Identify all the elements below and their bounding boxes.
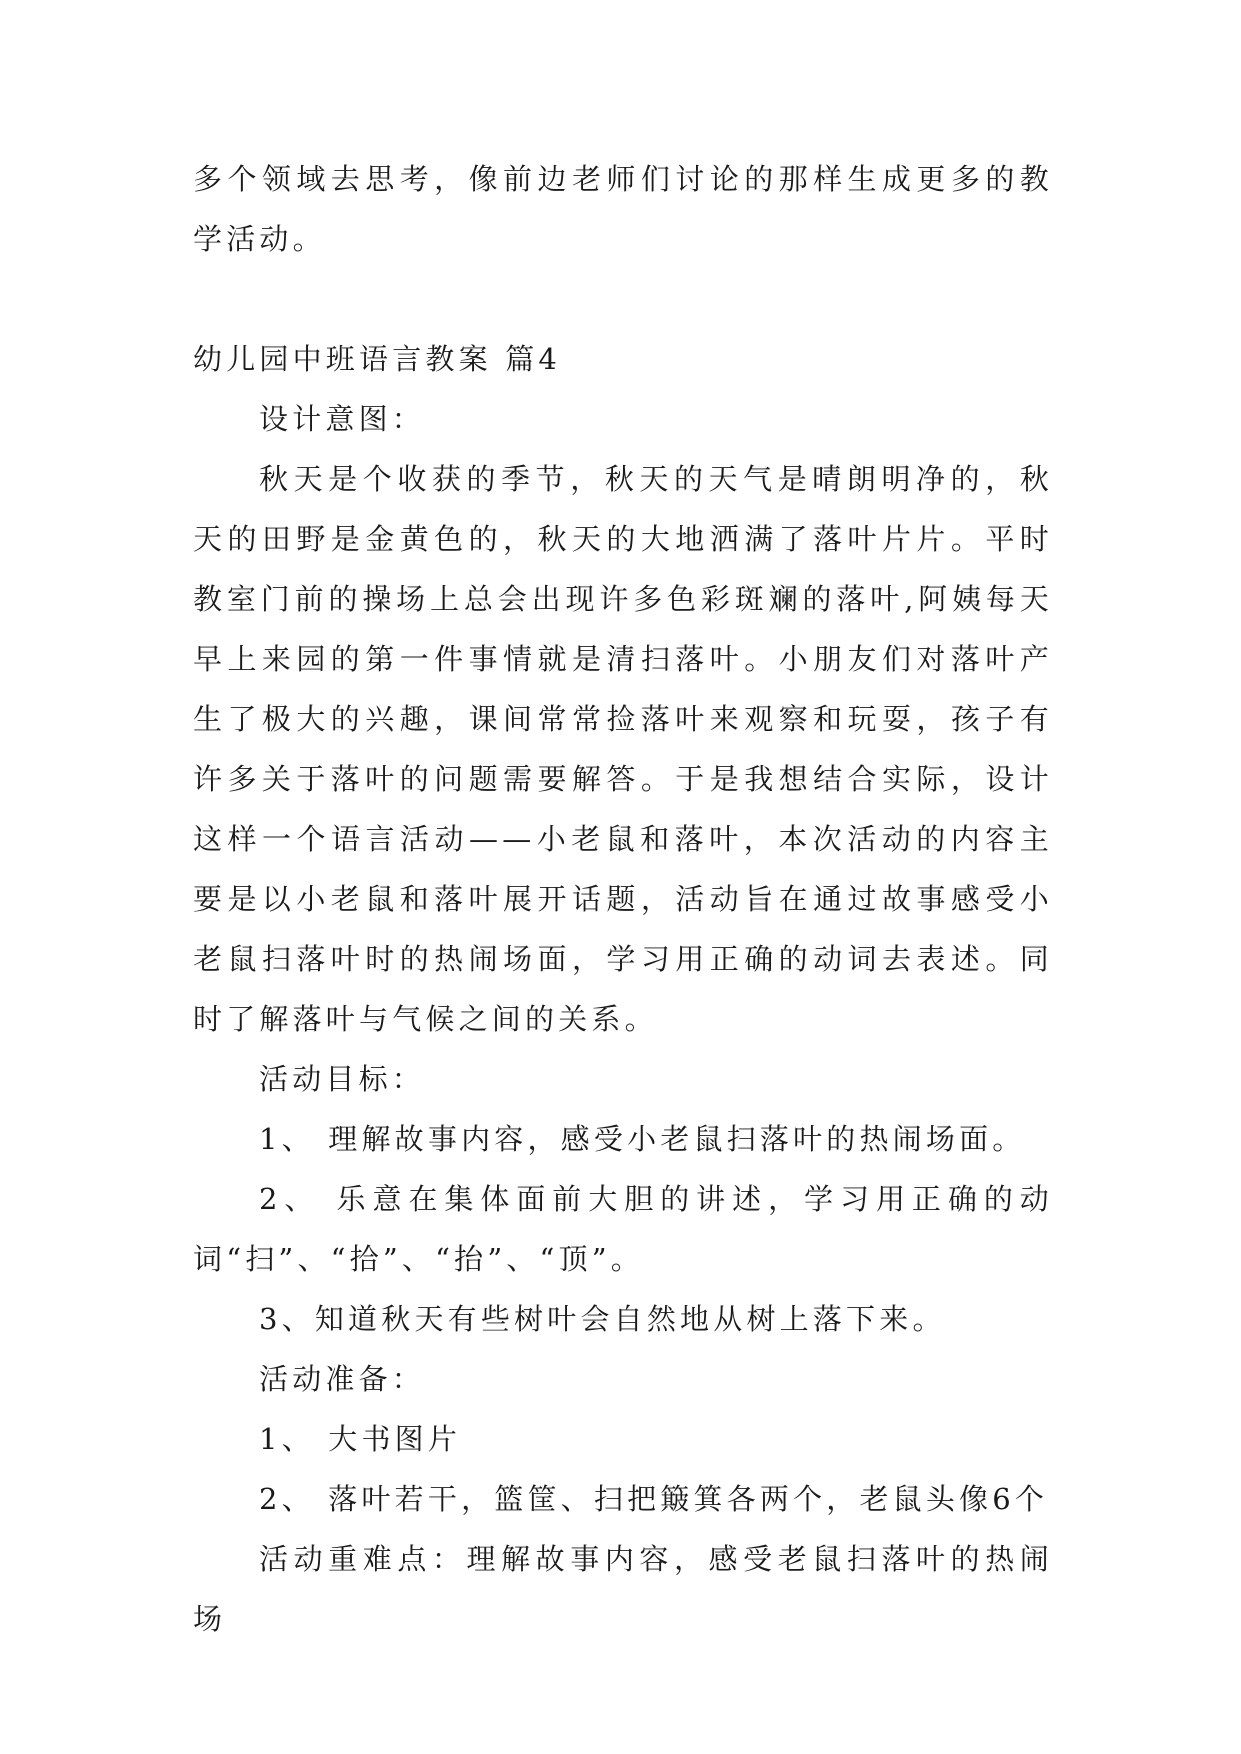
- design-intent-text: 秋天是个收获的季节，秋天的天气是晴朗明净的，秋天的田野是金黄色的，秋天的大地洒满了落叶片片。平时教室门前的操场上总会出现许多色彩斑斓的落叶,阿姨每天早上来园的第一件事情就是清扫落叶。小朋友们对落叶产生了极大的兴趣，课间常常捡落叶来观察和玩耍，孩子有许多关于落叶的问题需要解答。于是我想结合实际，设计这样一个语言活动——小老鼠和落叶，本次活动的内容主要是以小老鼠和落叶展开话题，活动旨在通过故事感受小老鼠扫落叶时的热闹场面，学习用正确的动词去表述。同时了解落叶与气候之间的关系。: [193, 462, 1053, 1036]
- prep-item-1: 1、 大书图片: [259, 1422, 462, 1456]
- goal-item-3: 3、知道秋天有些树叶会自然地从树上落下来。: [259, 1302, 946, 1336]
- document-body: [193, 149, 1053, 1649]
- design-intent-label: 设计意图：: [259, 402, 426, 436]
- paragraph-spacer: [193, 269, 1053, 329]
- section-title: 幼儿园中班语言教案 篇4: [193, 342, 562, 376]
- prep-item-2: 2、 落叶若干，篮筐、扫把簸箕各两个，老鼠头像6个: [259, 1482, 1049, 1516]
- goal-item-1: 1、 理解故事内容，感受小老鼠扫落叶的热闹场面。: [259, 1122, 1026, 1156]
- intro-paragraph: 多个领域去思考，像前边老师们讨论的那样生成更多的教学活动。: [193, 162, 1053, 256]
- prep-label: 活动准备：: [259, 1362, 426, 1396]
- goals-label: 活动目标：: [259, 1062, 426, 1096]
- goal-item-2: 2、 乐意在集体面前大胆的讲述，学习用正确的动词“扫”、“拾”、“抬”、“顶”。: [193, 1182, 1053, 1276]
- key-points: 活动重难点：理解故事内容，感受老鼠扫落叶的热闹场: [193, 1542, 1053, 1636]
